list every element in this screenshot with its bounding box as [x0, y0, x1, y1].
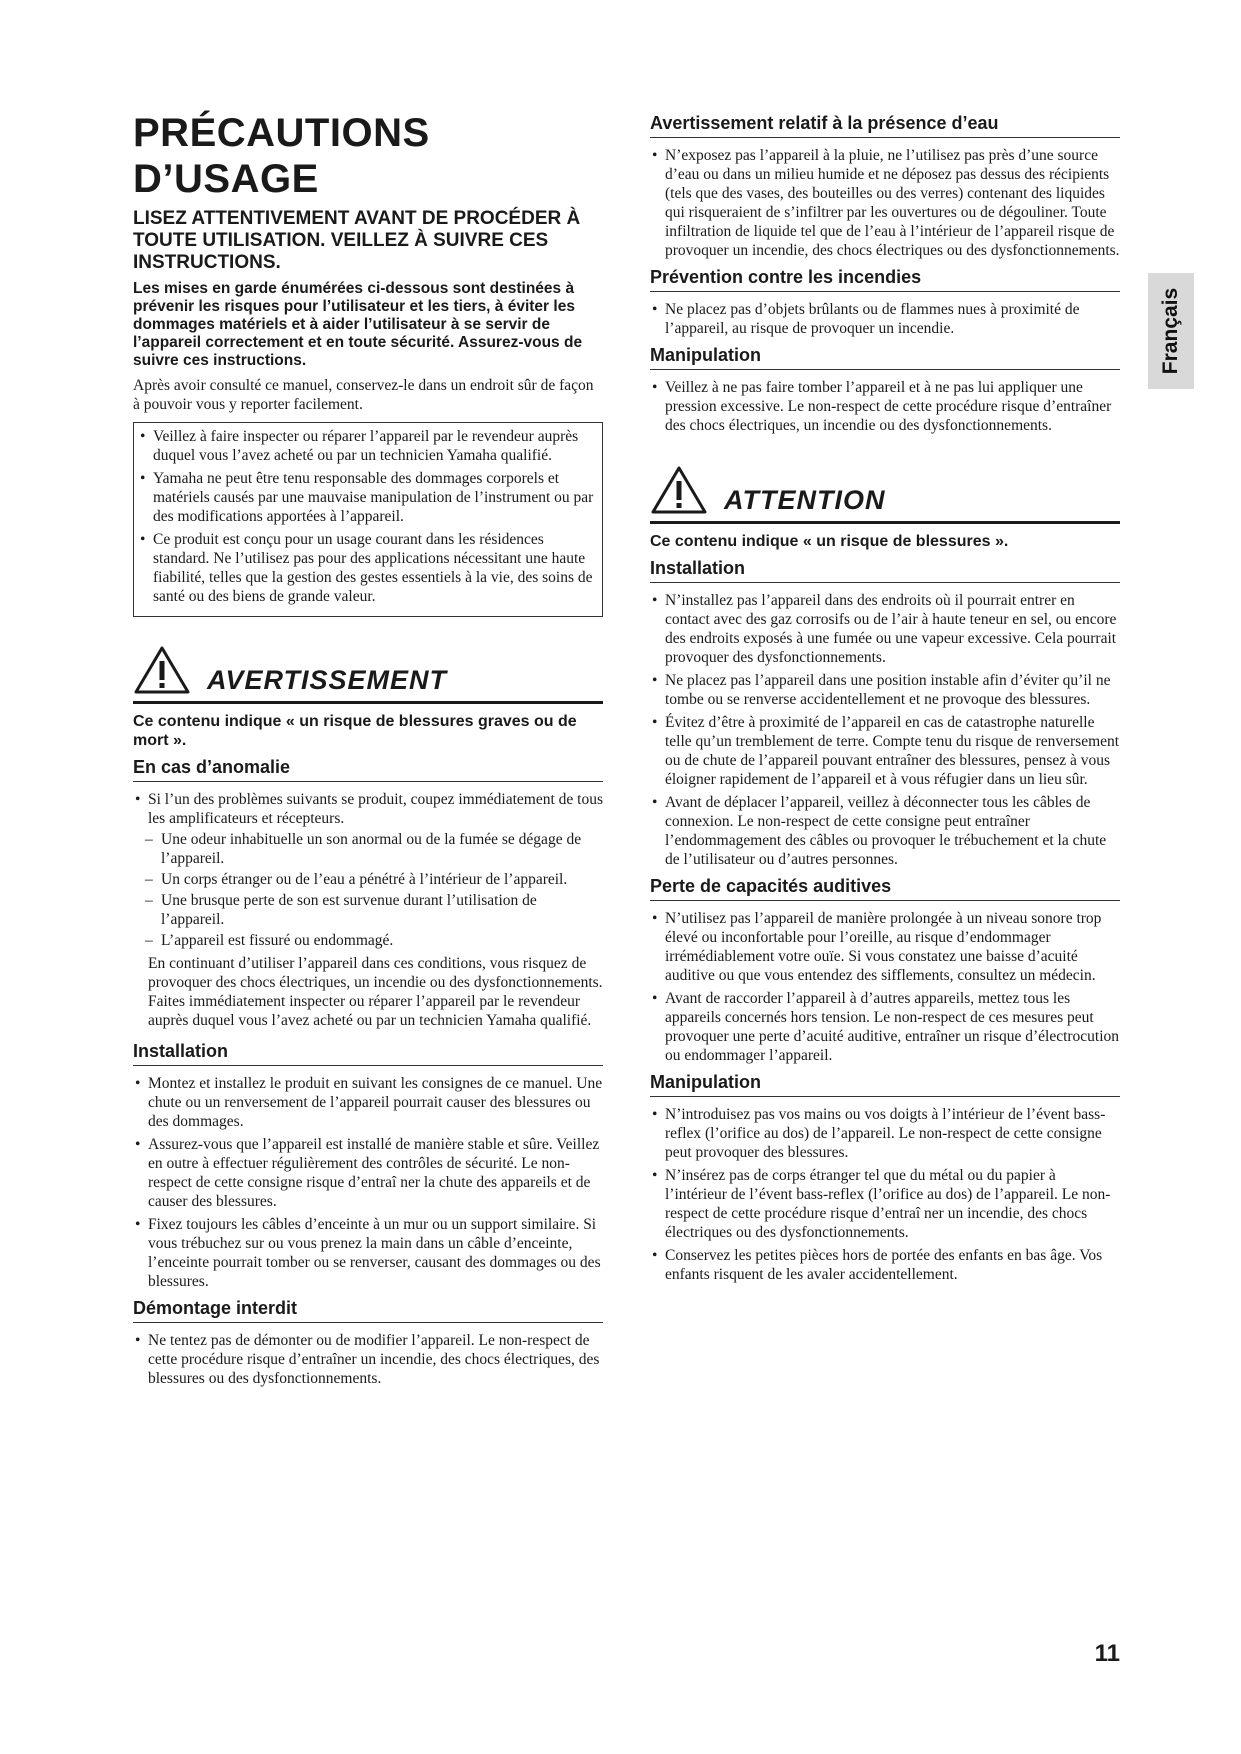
- section-title-water: Avertissement relatif à la présence d’eau: [650, 112, 1120, 138]
- warning-description: Ce contenu indique « un risque de blessures graves ou de mort ».: [133, 713, 577, 749]
- list-item: • N’insérez pas de corps étranger tel que du métal ou du papier à l’intérieur de l’évent bass-reflex (l’orifice au dos) de l’appareil. Le non-respect de cette procédure risque d’entraî ner un incendie, des chocs électriques ou des dysfonctionnements.: [650, 1166, 1120, 1242]
- list-item: • Évitez d’être à proximité de l’appareil en cas de catastrophe naturelle telle qu’un tremblement de terre. Compte tenu du risque de renversement ou de chute de l’appareil pouvant entraîner des blessures, pensez à vous éloigner rapidement de l’appareil et à vous réfugier dans un lieu sûr.: [650, 713, 1120, 789]
- intro-bold: Les mises en garde énumérées ci-dessous sont destinées à prévenir les risques pour l’utilisateur et les tiers, à éviter les dommages matériels et à aider l’utilisateur à se servir de l’appareil correctement et en toute sécurité. Assurez-vous de suivre ces instructions.: [133, 280, 583, 369]
- list-item: • N’installez pas l’appareil dans des endroits où il pourrait entrer en contact avec des gaz corrosifs ou de l’air à haute teneur en sel, ou encore des endroits exposés à une fumée ou une vapeur excessive. Cela pourrait provoquer des dysfonctionnements.: [650, 591, 1120, 667]
- list-item: • Montez et installez le produit en suivant les consignes de ce manuel. Une chute ou un renversement de l’appareil pourrait causer des blessures ou des dommages.: [133, 1074, 603, 1131]
- list-item: • Conservez les petites pièces hors de portée des enfants en bas âge. Vos enfants risquent de les avaler accidentellement.: [650, 1246, 1120, 1284]
- list-item: • Assurez-vous que l’appareil est installé de manière stable et sûre. Veillez en outre à effectuer régulièrement des contrôles de sécurité. Le non-respect de cette consigne risque d’entraî ner la chute des appareils et de causer des blessures.: [133, 1135, 603, 1211]
- sub-item: – L’appareil est fissuré ou endommagé.: [133, 931, 603, 950]
- warning-title: AVERTISSEMENT: [207, 665, 448, 695]
- section-title-handling: Manipulation: [650, 344, 1120, 370]
- caution-title: ATTENTION: [724, 485, 886, 515]
- section-title-fire: Prévention contre les incendies: [650, 266, 1120, 292]
- list-item: • Ce produit est conçu pour un usage courant dans les résidences standard. Ne l’utilisez pas pour des applications nécessitant une haute fiabilité, telles que la gestion des gestes essentiels à la vie, des soins de santé ou des biens de grande valeur.: [138, 530, 594, 606]
- notice-box: [133, 422, 603, 617]
- caution-description: Ce contenu indique « un risque de blessures ».: [650, 533, 1009, 550]
- section-title-anomaly: En cas d’anomalie: [133, 756, 603, 782]
- section-title-handling-caution: Manipulation: [650, 1071, 1120, 1097]
- list-item-text: Si l’un des problèmes suivants se produit, coupez immédiatement de tous les amplificateurs et récepteurs.: [148, 791, 604, 827]
- section-title-hearing: Perte de capacités auditives: [650, 875, 1120, 901]
- section-title-disassembly: Démontage interdit: [133, 1297, 603, 1323]
- list-item: • N’exposez pas l’appareil à la pluie, ne l’utilisez pas près d’une source d’eau ou dans un milieu humide et ne déposez pas dessus des récipients (tels que des vases, des bouteilles ou des verres) contenant des liquides qui risqueraient de s’infiltrer par les ouvertures ou de dégouliner. Toute infiltration de liquide tel que de l’eau à l’intérieur de l’appareil risque de provoquer un incendie, des chocs électriques ou des dysfonctionnements.: [650, 146, 1120, 260]
- intro-text: Après avoir consulté ce manuel, conservez-le dans un endroit sûr de façon à pouvoir vous y reporter facilement.: [133, 377, 594, 413]
- list-item: • Veillez à faire inspecter ou réparer l’appareil par le revendeur auprès duquel vous l’avez acheté ou par un technicien Yamaha qualifié.: [138, 427, 594, 465]
- page-number: 11: [1094, 1640, 1120, 1667]
- sub-item: – Un corps étranger ou de l’eau a pénétré à l’intérieur de l’appareil.: [133, 870, 603, 889]
- caution-header: [650, 465, 1120, 524]
- section-title-installation: Installation: [133, 1040, 603, 1066]
- list-item: • Veillez à ne pas faire tomber l’appareil et à ne pas lui appliquer une pression excessive. Le non-respect de cette procédure risque d’entraîner des chocs électriques, un incendie ou des dysfonctionnements.: [650, 378, 1120, 435]
- language-label: Français: [1159, 287, 1183, 375]
- anomaly-follow-text: En continuant d’utiliser l’appareil dans ces conditions, vous risquez de provoquer des chocs électriques, un incendie ou des dysfonctionnements. Faites immédiatement inspecter ou réparer l’appareil par le revendeur auprès duquel vous l’avez acheté ou par un technicien Yamaha qualifié.: [148, 955, 603, 1029]
- list-item: • Ne tentez pas de démonter ou de modifier l’appareil. Le non-respect de cette procédure risque d’entraîner un incendie, des chocs électriques, des blessures ou des dysfonctionnements.: [133, 1331, 603, 1388]
- list-item: • N’introduisez pas vos mains ou vos doigts à l’intérieur de l’évent bass-reflex (l’orifice au dos) de l’appareil. Le non-respect de cette consigne peut provoquer des blessures.: [650, 1105, 1120, 1162]
- list-item: • Yamaha ne peut être tenu responsable des dommages corporels et matériels causés par une mauvaise manipulation de l’instrument ou par des modifications apportées à l’appareil.: [138, 469, 594, 526]
- list-item: • Avant de déplacer l’appareil, veillez à déconnecter tous les câbles de connexion. Le non-respect de cette consigne peut entraîner l’endommagement des câbles ou provoquer le trébuchement et la chute de l’utilisateur ou d’autres personnes.: [650, 793, 1120, 869]
- subtitle: LISEZ ATTENTIVEMENT AVANT DE PROCÉDER À TOUTE UTILISATION. VEILLEZ À SUIVRE CES INSTRUCTIONS.: [133, 208, 581, 273]
- section-title-installation-caution: Installation: [650, 557, 1120, 583]
- language-tab: [1148, 273, 1194, 389]
- warning-triangle-icon: [133, 645, 191, 695]
- left-column: [133, 110, 603, 1392]
- page-title: PRÉCAUTIONS D’USAGE: [133, 111, 430, 201]
- list-item: • N’utilisez pas l’appareil de manière prolongée à un niveau sonore trop élevé ou inconfortable pour l’oreille, au risque d’endommager irrémédiablement votre ouïe. Si vous constatez une baisse d’acuité auditive ou que vous entendez des sifflements, consultez un médecin.: [650, 909, 1120, 985]
- caution-triangle-icon: [650, 465, 708, 515]
- warning-header: [133, 645, 603, 704]
- sub-item: – Une brusque perte de son est survenue durant l’utilisation de l’appareil.: [133, 891, 603, 929]
- list-item: • Fixez toujours les câbles d’enceinte à un mur ou un support similaire. Si vous trébuchez sur ou vous prenez la main dans un câble d’enceinte, l’enceinte pourrait tomber ou se renverser, causant des dommages ou des blessures.: [133, 1215, 603, 1291]
- list-item: • Avant de raccorder l’appareil à d’autres appareils, mettez tous les appareils concernés hors tension. Le non-respect de ces mesures peut provoquer une perte d’acuité auditive, entraîner un risque d’électrocution ou endommager l’appareil.: [650, 989, 1120, 1065]
- list-item: [133, 790, 603, 950]
- right-column: [650, 112, 1120, 1288]
- list-item: • Ne placez pas d’objets brûlants ou de flammes nues à proximité de l’appareil, au risque de provoquer un incendie.: [650, 300, 1120, 338]
- sub-item: – Une odeur inhabituelle un son anormal ou de la fumée se dégage de l’appareil.: [133, 830, 603, 868]
- list-item: • Ne placez pas l’appareil dans une position instable afin d’éviter qu’il ne tombe ou se renverse accidentellement et ne provoque des blessures.: [650, 671, 1120, 709]
